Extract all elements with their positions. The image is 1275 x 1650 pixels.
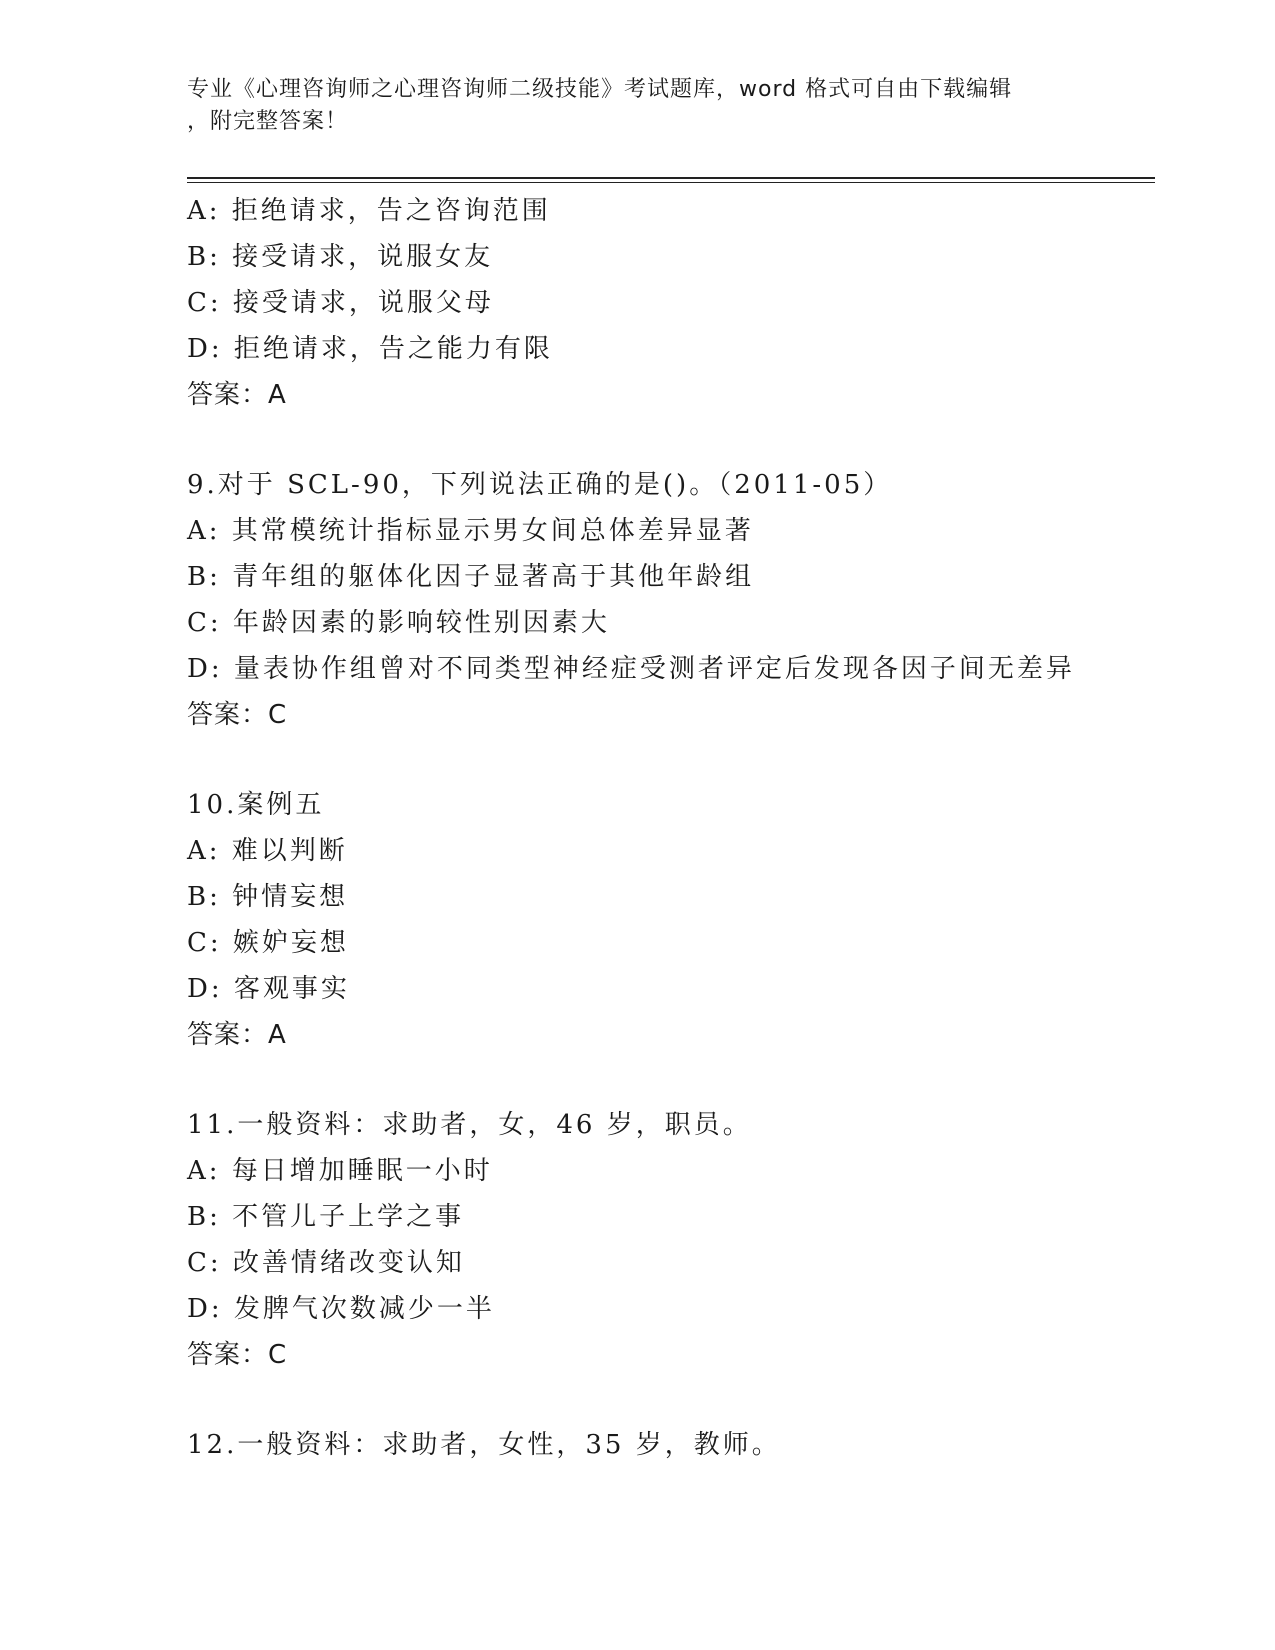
option-b: B: 钟情妄想 bbox=[187, 882, 349, 912]
header-divider-thick bbox=[187, 177, 1155, 179]
answer: 答案：A bbox=[187, 1020, 287, 1050]
header-line-1: 专业《心理咨询师之心理咨询师二级技能》考试题库，word 格式可自由下载编辑 bbox=[187, 77, 1013, 102]
spacer bbox=[187, 418, 1167, 462]
question-list bbox=[187, 188, 1167, 1468]
spacer bbox=[187, 1378, 1167, 1422]
document-header bbox=[187, 74, 1067, 138]
answer: 答案：A bbox=[187, 380, 287, 410]
option-a: A: 拒绝请求，告之咨询范围 bbox=[187, 196, 551, 226]
question-8 bbox=[187, 188, 1167, 418]
header-line-2: ，附完整答案！ bbox=[187, 109, 349, 134]
question-text: 9.对于 SCL-90，下列说法正确的是()。（2011-05） bbox=[187, 470, 893, 500]
header-divider-thin bbox=[187, 182, 1155, 183]
option-c: C: 接受请求，说服父母 bbox=[187, 288, 494, 318]
answer: 答案：C bbox=[187, 1340, 288, 1370]
option-d: D: 客观事实 bbox=[187, 974, 350, 1004]
spacer bbox=[187, 738, 1167, 782]
option-b: B: 接受请求，说服女友 bbox=[187, 242, 494, 272]
answer: 答案：C bbox=[187, 700, 288, 730]
question-11 bbox=[187, 1102, 1167, 1378]
option-b: B: 青年组的躯体化因子显著高于其他年龄组 bbox=[187, 562, 755, 592]
question-text: 12.一般资料：求助者，女性，35 岁，教师。 bbox=[187, 1430, 781, 1460]
question-text: 11.一般资料：求助者，女，46 岁，职员。 bbox=[187, 1110, 752, 1140]
option-b: B: 不管儿子上学之事 bbox=[187, 1202, 465, 1232]
question-9 bbox=[187, 462, 1167, 738]
option-d: D: 发脾气次数减少一半 bbox=[187, 1294, 495, 1324]
option-c: C: 改善情绪改变认知 bbox=[187, 1248, 465, 1278]
spacer bbox=[187, 1058, 1167, 1102]
question-text: 10.案例五 bbox=[187, 790, 325, 820]
question-10 bbox=[187, 782, 1167, 1058]
option-a: A: 其常模统计指标显示男女间总体差异显著 bbox=[187, 516, 754, 546]
option-c: C: 年龄因素的影响较性别因素大 bbox=[187, 608, 610, 638]
option-c: C: 嫉妒妄想 bbox=[187, 928, 349, 958]
option-a: A: 每日增加睡眠一小时 bbox=[187, 1156, 493, 1186]
option-d: D: 量表协作组曾对不同类型神经症受测者评定后发现各因子间无差异 bbox=[187, 654, 1075, 684]
question-12 bbox=[187, 1422, 1167, 1468]
option-a: A: 难以判断 bbox=[187, 836, 348, 866]
option-d: D: 拒绝请求，告之能力有限 bbox=[187, 334, 553, 364]
